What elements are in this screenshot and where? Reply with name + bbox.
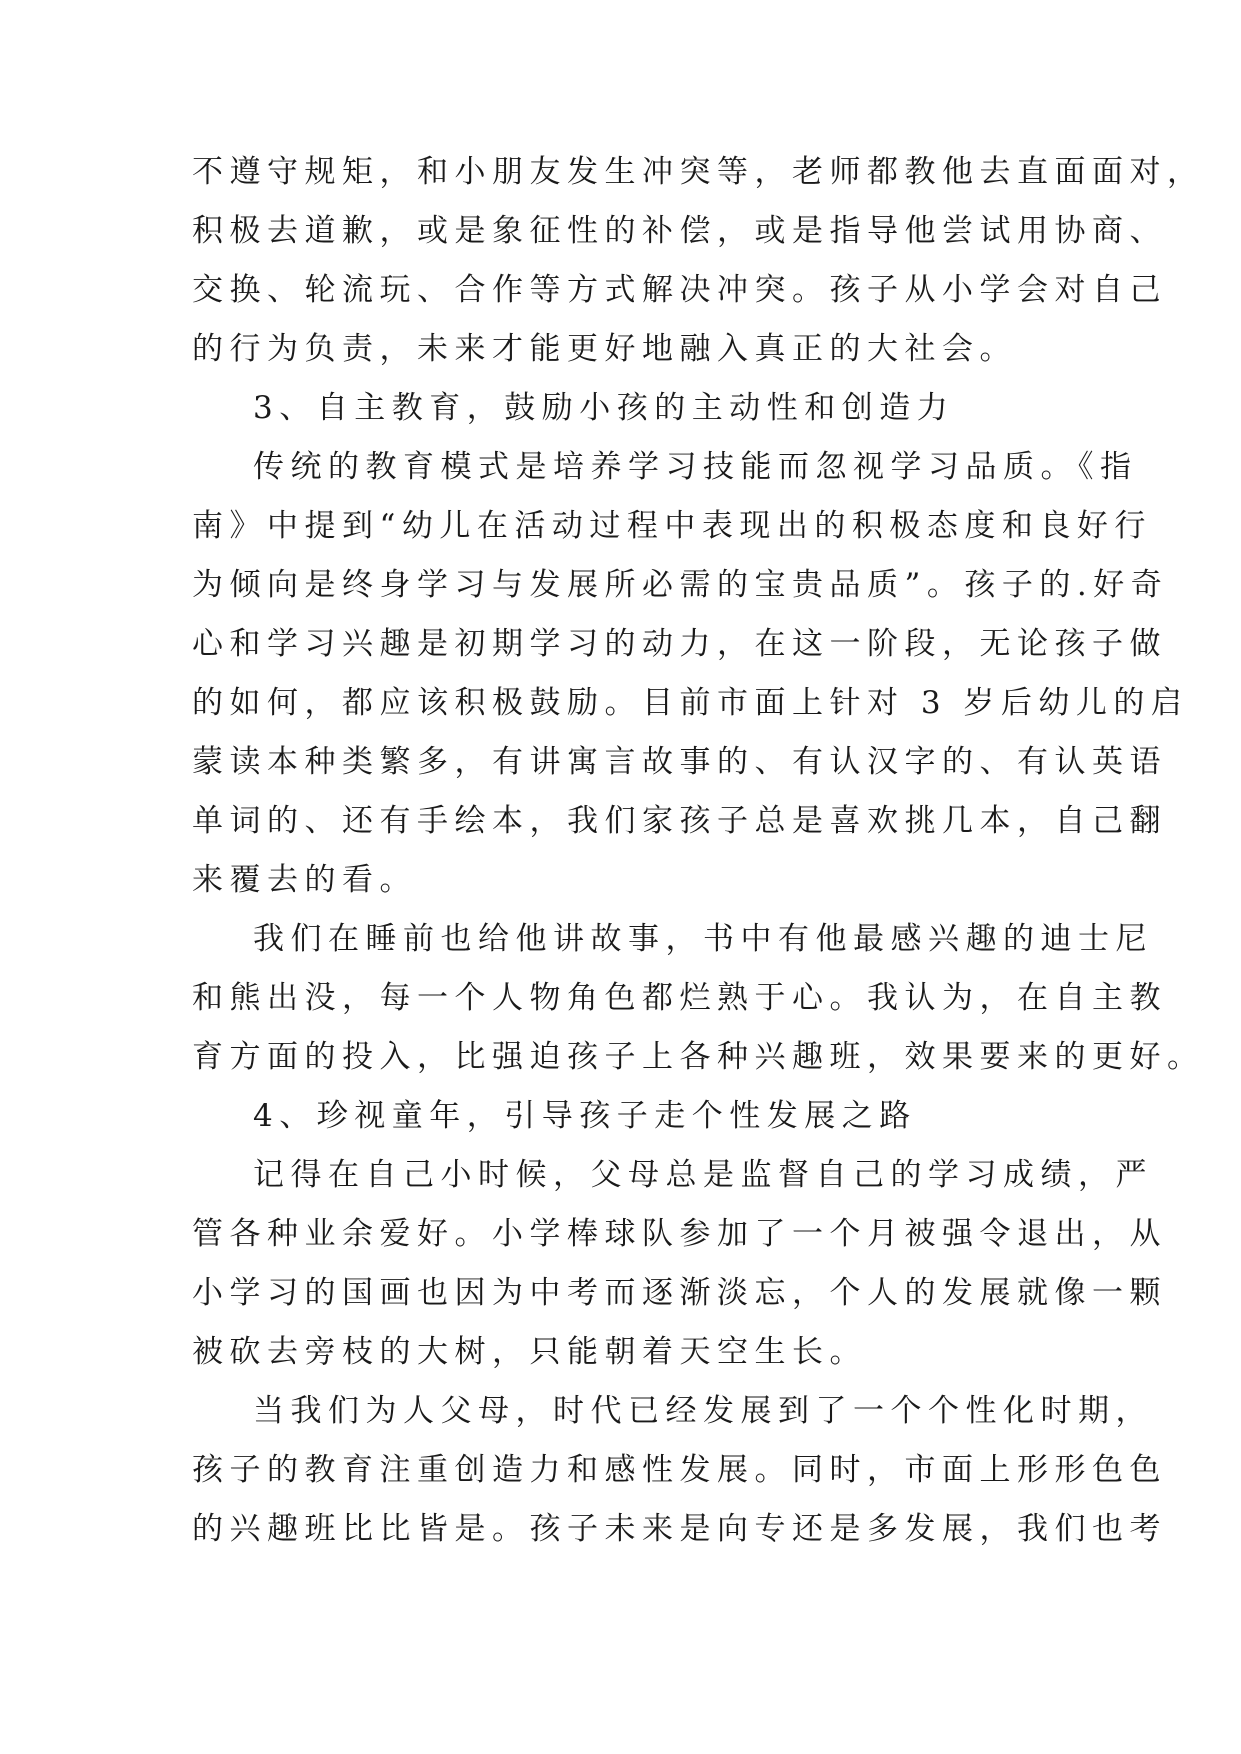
text-line: 记得在自己小时候，父母总是监督自己的学习成绩，严 [253,1157,1153,1193]
text-line: 的兴趣班比比皆是。孩子未来是向专还是多发展，我们也考 [192,1511,1167,1547]
text-line: 传统的教育模式是培养学习技能而忽视学习品质。《指 [253,449,1138,485]
text-line: 来覆去的看。 [192,862,417,898]
section-heading: 3、自主教育，鼓励小孩的主动性和创造力 [253,390,955,426]
text-line: 孩子的教育注重创造力和感性发展。同时，市面上形形色色 [192,1452,1167,1488]
text-line: 的如何，都应该积极鼓励。目前市面上针对 3 岁后幼儿的启 [192,685,1189,721]
text-line: 南》中提到“幼儿在活动过程中表现出的积极态度和良好行 [192,508,1152,544]
text-line: 积极去道歉，或是象征性的补偿，或是指导他尝试用协商、 [192,213,1167,249]
text-line: 为倾向是终身学习与发展所必需的宝贵品质”。孩子的.好奇 [192,567,1169,603]
text-line: 蒙读本种类繁多，有讲寓言故事的、有认汉字的、有认英语 [192,744,1167,780]
text-line: 当我们为人父母，时代已经发展到了一个个性化时期， [253,1393,1153,1429]
text-line: 育方面的投入，比强迫孩子上各种兴趣班，效果要来的更好。 [192,1039,1205,1075]
text-line: 小学习的国画也因为中考而逐渐淡忘，个人的发展就像一颗 [192,1275,1167,1311]
text-line: 不遵守规矩，和小朋友发生冲突等，老师都教他去直面面对， [192,154,1205,190]
text-line: 单词的、还有手绘本，我们家孩子总是喜欢挑几本，自己翻 [192,803,1167,839]
text-line: 我们在睡前也给他讲故事，书中有他最感兴趣的迪士尼 [253,921,1153,957]
text-line: 交换、轮流玩、合作等方式解决冲突。孩子从小学会对自己 [192,272,1167,308]
text-line: 的行为负责，未来才能更好地融入真正的大社会。 [192,331,1017,367]
text-line: 和熊出没，每一个人物角色都烂熟于心。我认为，在自主教 [192,980,1167,1016]
text-line: 被砍去旁枝的大树，只能朝着天空生长。 [192,1334,867,1370]
section-heading: 4、珍视童年，引导孩子走个性发展之路 [253,1098,917,1134]
text-line: 管各种业余爱好。小学棒球队参加了一个月被强令退出，从 [192,1216,1167,1252]
text-line: 心和学习兴趣是初期学习的动力，在这一阶段，无论孩子做 [192,626,1167,662]
